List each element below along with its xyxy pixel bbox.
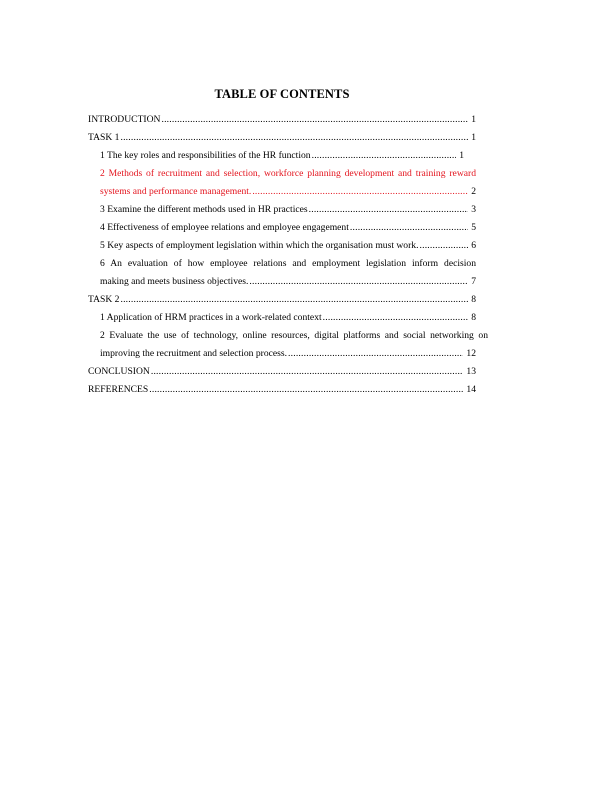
toc-entry-text: 1 Application of HRM practices in a work-related context xyxy=(100,312,322,323)
toc-entry-task-1[interactable] xyxy=(88,129,476,147)
toc-entry-text-line1: 2 Methods of recruitment and selection, workforce planning development and training reward xyxy=(100,168,476,179)
dot-leader xyxy=(323,309,469,327)
toc-page-number: 5 xyxy=(471,222,476,233)
dot-leader xyxy=(312,147,457,165)
toc-entry-text-line2: making and meets business objectives. xyxy=(100,276,249,287)
dot-leader xyxy=(252,183,468,201)
dot-leader xyxy=(120,129,468,147)
toc-page-number: 8 xyxy=(471,312,476,323)
toc-entry-text: TASK 2 xyxy=(88,294,120,305)
toc-entry-employee-relations[interactable] xyxy=(88,219,476,237)
toc-entry-technology-evaluation[interactable] xyxy=(88,327,488,363)
toc-entry-text: CONCLUSION xyxy=(88,366,150,377)
toc-page-number: 6 xyxy=(471,240,476,251)
dot-leader xyxy=(309,201,469,219)
toc-page-number: 13 xyxy=(466,366,476,377)
toc-entry-text: INTRODUCTION xyxy=(88,114,161,125)
toc-page-number: 1 xyxy=(471,132,476,143)
dot-leader xyxy=(249,273,468,291)
toc-page-number: 2 xyxy=(471,186,476,197)
toc-entry-hr-roles[interactable] xyxy=(88,147,476,165)
dot-leader xyxy=(161,111,468,129)
toc-entry-employment-legislation[interactable] xyxy=(88,237,476,255)
dot-leader xyxy=(420,237,469,255)
toc-entry-text: 1 The key roles and responsibilities of the HR function xyxy=(100,150,311,161)
dot-leader xyxy=(350,219,468,237)
dot-leader xyxy=(151,363,464,381)
toc-entry-text: 3 Examine the different methods used in HR practices xyxy=(100,204,308,215)
toc-page-number: 12 xyxy=(466,348,476,359)
toc-entry-text: 5 Key aspects of employment legislation within which the organisation must work. xyxy=(100,240,419,251)
toc-page-number: 8 xyxy=(471,294,476,305)
dot-leader xyxy=(288,345,463,363)
toc-entry-text-line1: 6 An evaluation of how employee relations and employment legislation inform decision xyxy=(100,258,476,269)
toc-page-number: 14 xyxy=(466,384,476,395)
toc-entry-references[interactable] xyxy=(88,381,476,399)
table-of-contents xyxy=(88,111,488,399)
toc-entry-text: REFERENCES xyxy=(88,384,149,395)
toc-entry-conclusion[interactable] xyxy=(88,363,476,381)
dot-leader xyxy=(149,381,463,399)
toc-page-number: 1 xyxy=(459,150,464,161)
toc-page-number: 3 xyxy=(471,204,476,215)
toc-entry-introduction[interactable] xyxy=(88,111,476,129)
toc-entry-recruitment-methods[interactable] xyxy=(88,165,476,201)
toc-entry-text-line2: systems and performance management. xyxy=(100,186,252,197)
dot-leader xyxy=(120,291,468,309)
toc-page-number: 7 xyxy=(471,276,476,287)
toc-entry-text-line2: improving the recruitment and selection process. xyxy=(100,348,288,359)
toc-entry-text: 4 Effectiveness of employee relations and employee engagement xyxy=(100,222,349,233)
toc-entry-text-line1: 2 Evaluate the use of technology, online resources, digital platforms and social networking on xyxy=(100,330,488,341)
toc-page-number: 1 xyxy=(471,114,476,125)
toc-title: TABLE OF CONTENTS xyxy=(214,87,350,101)
toc-entry-text: TASK 1 xyxy=(88,132,120,143)
toc-entry-task-2[interactable] xyxy=(88,291,476,309)
toc-entry-hrm-application[interactable] xyxy=(88,309,476,327)
toc-entry-hr-methods[interactable] xyxy=(88,201,476,219)
toc-entry-evaluation[interactable] xyxy=(88,255,476,291)
